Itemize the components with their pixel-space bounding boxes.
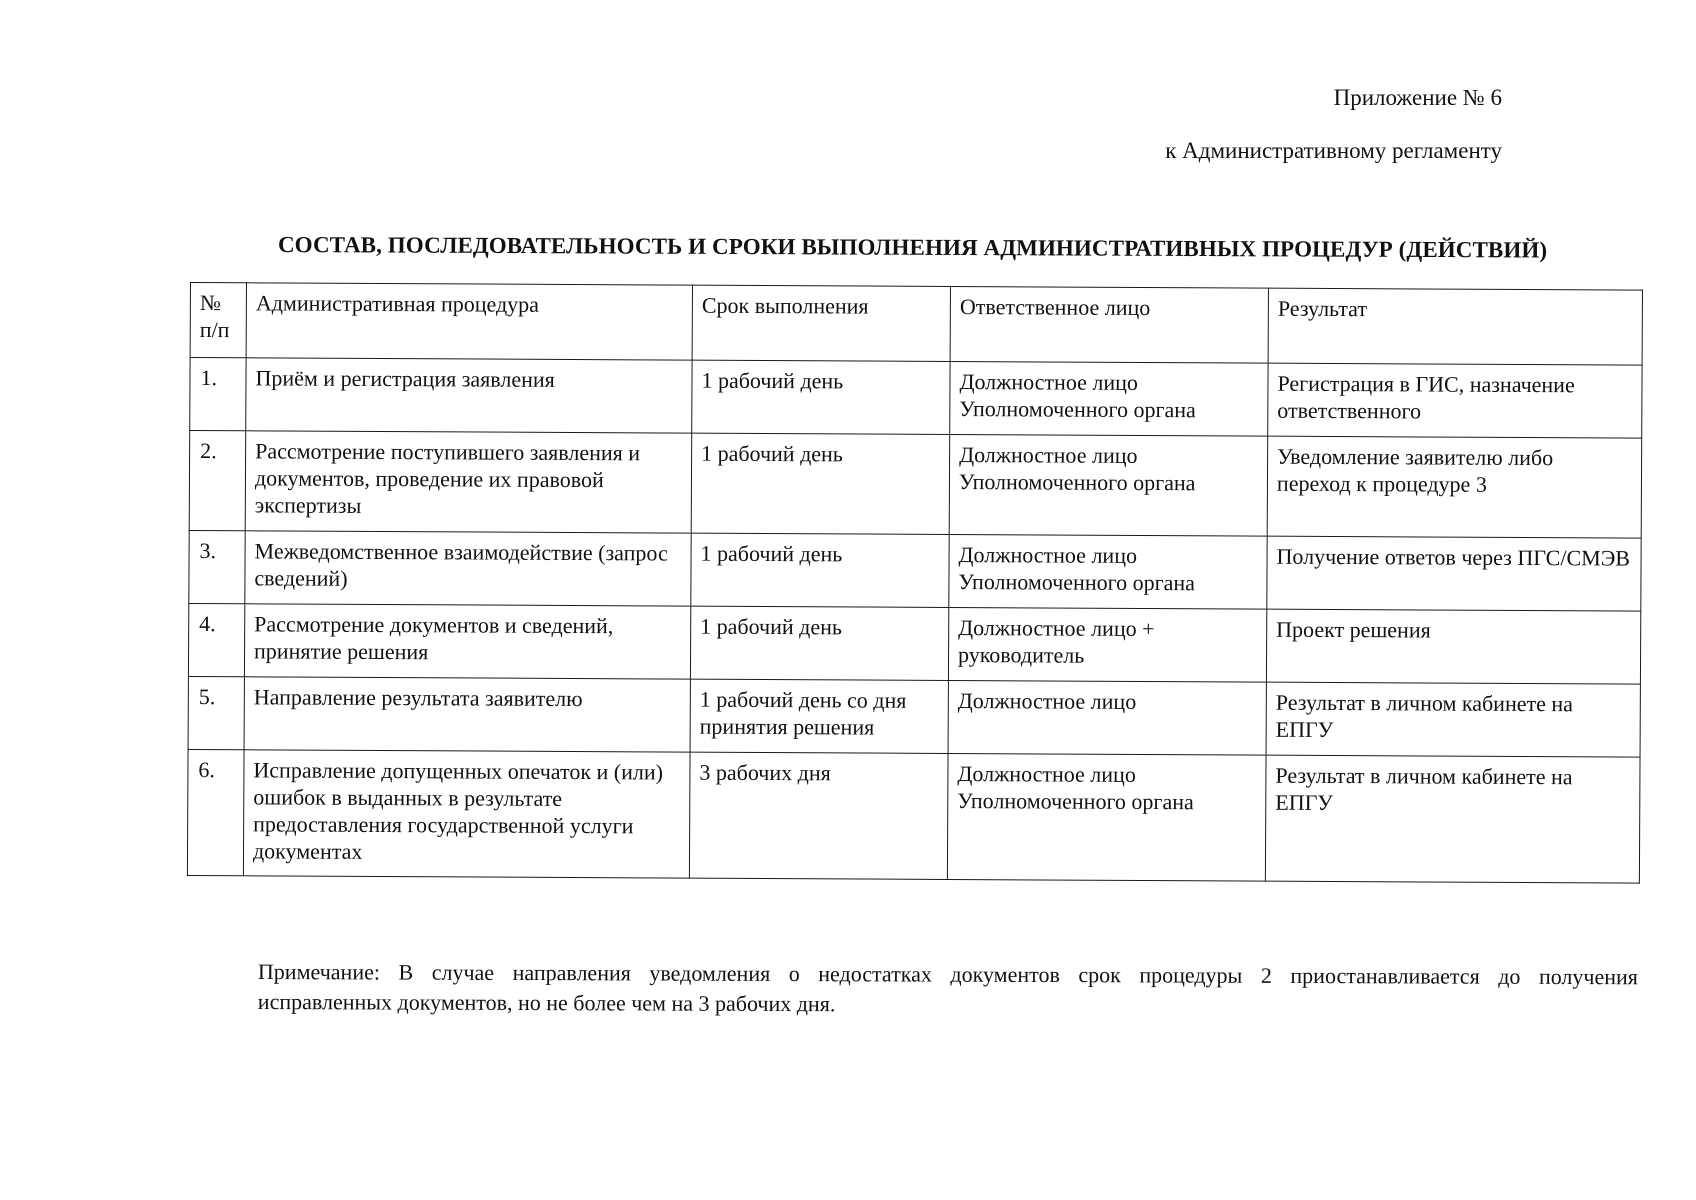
cell-term: 1 рабочий день (691, 433, 950, 534)
table-row (188, 603, 1640, 684)
column-header-number: № п/п (190, 283, 246, 358)
procedures-table-wrapper (187, 282, 1642, 884)
cell-number: 4. (188, 603, 244, 676)
cell-result: Результат в личном кабинете на ЕПГУ (1265, 755, 1640, 883)
cell-procedure: Рассмотрение поступившего заявления и документов, проведение их правовой экспертизы (245, 431, 692, 533)
cell-term: 1 рабочий день (690, 606, 948, 680)
cell-number: 1. (190, 358, 246, 431)
table-row (187, 749, 1640, 883)
table-row (189, 431, 1642, 539)
cell-procedure: Рассмотрение документов и сведений, принятие решения (244, 604, 690, 679)
column-header-responsible: Ответственное лицо (950, 286, 1268, 363)
column-header-procedure: Административная процедура (246, 283, 692, 360)
cell-procedure: Межведомственное взаимодействие (запрос сведений) (245, 531, 691, 606)
table-row (189, 530, 1641, 611)
cell-term: 3 рабочих дня (689, 752, 948, 879)
cell-responsible: Должностное лицо Уполномоченного органа (949, 434, 1268, 536)
cell-term: 1 рабочий день (691, 533, 949, 607)
cell-result: Регистрация в ГИС, назначение ответственного (1268, 363, 1642, 438)
cell-responsible: Должностное лицо + руководитель (948, 607, 1266, 682)
cell-number: 6. (187, 749, 244, 875)
cell-procedure: Приём и регистрация заявления (246, 358, 692, 433)
procedures-table (187, 282, 1643, 884)
cell-result: Получение ответов через ПГС/СМЭВ (1267, 536, 1641, 611)
cell-responsible: Должностное лицо Уполномоченного органа (950, 361, 1268, 436)
cell-number: 5. (188, 676, 244, 749)
annex-subtitle: к Административному регламенту (1165, 138, 1502, 163)
footnote (258, 957, 1638, 1022)
cell-responsible: Должностное лицо (948, 680, 1266, 755)
column-header-term: Срок выполнения (692, 285, 950, 361)
footnote-line-2: исправленных документов, но не более чем на 3 рабочих дня. (257, 988, 836, 1017)
cell-procedure: Направление результата заявителю (244, 677, 690, 752)
footnote-line-1: Примечание: В случае направления уведомления о недостатках документов срок процедуры 2 приостанавливается до получения (257, 959, 1638, 990)
table-header-row (190, 283, 1642, 366)
cell-result: Проект решения (1266, 609, 1640, 684)
cell-responsible: Должностное лицо Уполномоченного органа (949, 534, 1267, 609)
cell-result: Уведомление заявителю либо переход к процедуре 3 (1267, 436, 1642, 538)
table-row (190, 358, 1642, 439)
cell-number: 2. (189, 431, 246, 531)
annex-title: Приложение № 6 (1333, 85, 1502, 110)
cell-procedure: Исправление допущенных опечаток и (или) ошибок в выданных в результате предоставления государственной услуги документах (243, 750, 690, 878)
table-row (188, 676, 1640, 757)
cell-term: 1 рабочий день (692, 360, 950, 434)
column-header-result: Результат (1268, 288, 1642, 365)
cell-result: Результат в личном кабинете на ЕПГУ (1266, 682, 1640, 757)
cell-number: 3. (189, 530, 245, 603)
document-heading: СОСТАВ, ПОСЛЕДОВАТЕЛЬНОСТЬ И СРОКИ ВЫПОЛНЕНИЯ АДМИНИСТРАТИВНЫХ ПРОЦЕДУР (ДЕЙСТВИЙ) (277, 232, 1548, 263)
cell-term: 1 рабочий день со дня принятия решения (690, 679, 948, 753)
cell-responsible: Должностное лицо Уполномоченного органа (947, 753, 1266, 881)
